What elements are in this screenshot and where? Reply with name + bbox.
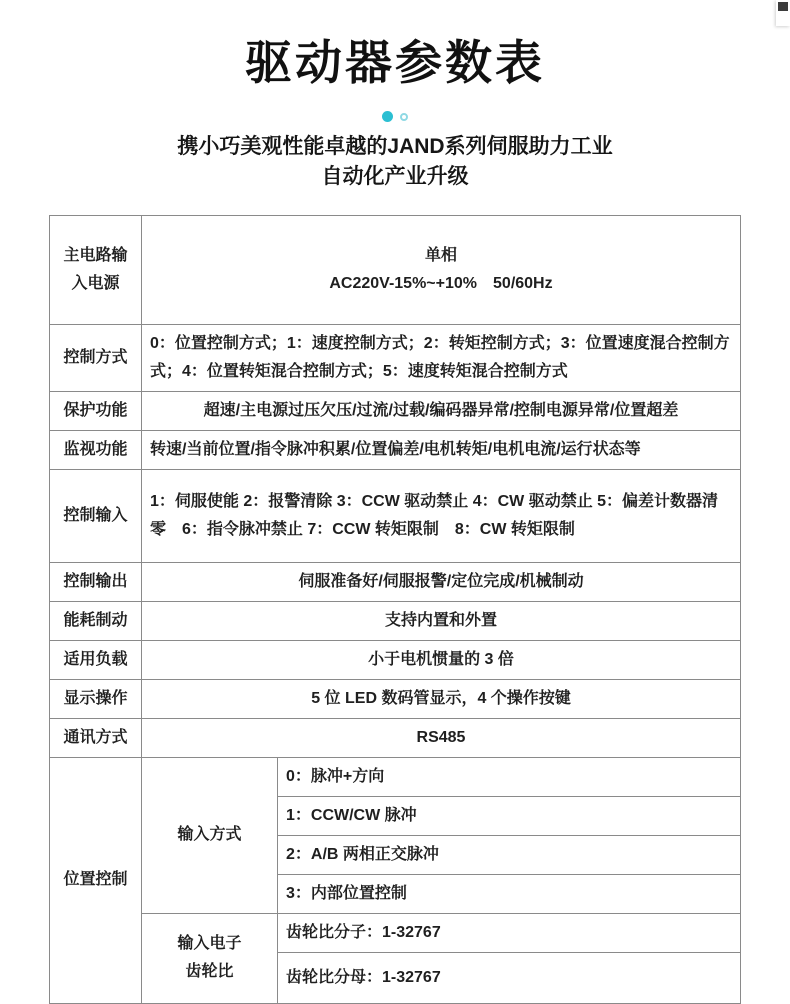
row-control-input — [50, 469, 741, 562]
row-monitoring — [50, 430, 741, 469]
row-label: 显示操作 — [50, 679, 142, 718]
row-value: 支持内置和外置 — [142, 601, 741, 640]
row-label: 能耗制动 — [50, 601, 142, 640]
row-label: 适用负载 — [50, 640, 142, 679]
row-value: 小于电机惯量的 3 倍 — [142, 640, 741, 679]
title-divider-dots — [0, 111, 790, 122]
row-control-mode — [50, 324, 741, 391]
row-label: 保护功能 — [50, 391, 142, 430]
row-gear-ratio-numerator — [50, 913, 741, 952]
input-mode-item: 3：内部位置控制 — [278, 874, 741, 913]
subtitle-line-1: 携小巧美观性能卓越的JAND系列伺服助力工业 — [177, 135, 613, 158]
page-corner-artifact — [776, 0, 790, 26]
input-mode-label: 输入方式 — [142, 757, 278, 913]
row-display-operation — [50, 679, 741, 718]
input-mode-item: 0：脉冲+方向 — [278, 757, 741, 796]
gear-ratio-item: 齿轮比分子：1-32767 — [278, 913, 741, 952]
row-label: 控制输出 — [50, 562, 142, 601]
row-protection — [50, 391, 741, 430]
gear-ratio-item: 齿轮比分母：1-32767 — [278, 952, 741, 1003]
row-label: 控制输入 — [50, 469, 142, 562]
page-title: 驱动器参数表 — [245, 36, 545, 89]
gear-ratio-label: 输入电子齿轮比 — [142, 913, 278, 1003]
dot-secondary-icon — [400, 113, 408, 121]
dot-primary-icon — [382, 111, 393, 122]
row-label: 通讯方式 — [50, 718, 142, 757]
row-control-output — [50, 562, 741, 601]
row-main-circuit-power — [50, 215, 741, 324]
corner-artifact-mark — [778, 2, 788, 11]
position-control-label: 位置控制 — [50, 757, 142, 1003]
row-value — [142, 215, 741, 324]
row-label: 主电路输入电源 — [50, 215, 142, 324]
row-value: 伺服准备好/伺服报警/定位完成/机械制动 — [142, 562, 741, 601]
row-label: 监视功能 — [50, 430, 142, 469]
power-phase-line: 单相 — [424, 246, 457, 264]
row-value: 1：伺服使能 2：报警清除 3：CCW 驱动禁止 4：CW 驱动禁止 5：偏差计数器清零 6：指令脉冲禁止 7：CCW 转矩限制 8：CW 转矩限制 — [142, 469, 741, 562]
row-value: 转速/当前位置/指令脉冲积累/位置偏差/电机转矩/电机电流/运行状态等 — [142, 430, 741, 469]
row-label: 控制方式 — [50, 324, 142, 391]
row-applicable-load — [50, 640, 741, 679]
spec-table — [49, 215, 741, 1004]
row-energy-braking — [50, 601, 741, 640]
page-subtitle — [0, 132, 790, 193]
row-value: 5 位 LED 数码管显示，4 个操作按键 — [142, 679, 741, 718]
row-value: 0：位置控制方式；1：速度控制方式；2：转矩控制方式；3：位置速度混合控制方式；4：位置转矩混合控制方式；5：速度转矩混合控制方式 — [142, 324, 741, 391]
subtitle-line-2: 自动化产业升级 — [321, 165, 469, 189]
row-value: 超速/主电源过压欠压/过流/过载/编码器异常/控制电源异常/位置超差 — [142, 391, 741, 430]
input-mode-item: 2：A/B 两相正交脉冲 — [278, 835, 741, 874]
row-value: RS485 — [142, 718, 741, 757]
row-communication — [50, 718, 741, 757]
row-position-control — [50, 757, 741, 796]
input-mode-item: 1：CCW/CW 脉冲 — [278, 796, 741, 835]
power-voltage-line: AC220V-15%~+10% 50/60Hz — [329, 274, 553, 292]
